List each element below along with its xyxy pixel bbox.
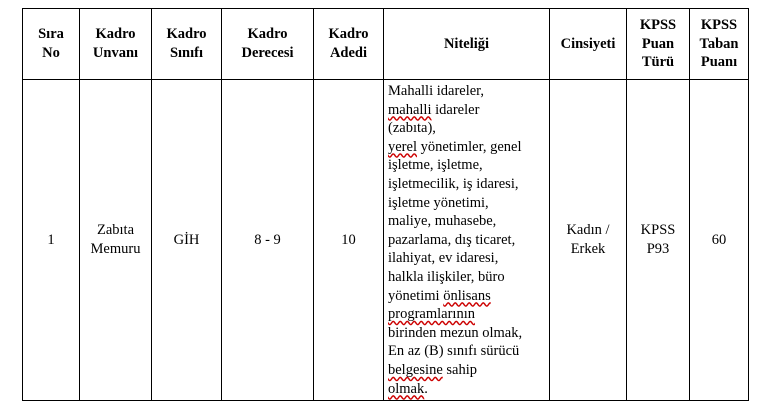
niteligi-line: En az (B) sınıfı sürücü <box>388 343 520 360</box>
header-kadro-derecesi: Kadro Derecesi <box>222 9 314 80</box>
niteligi-line: pazarlama, dış ticaret, <box>388 231 516 248</box>
cell-kadro-sinifi: GİH <box>152 80 222 401</box>
cell-kpss-puan-turu: KPSS P93 <box>627 80 690 401</box>
niteligi-line: birinden mezun olmak, <box>388 324 523 341</box>
cell-cinsiyeti: Kadın / Erkek <box>550 80 627 401</box>
niteligi-line: yönetimi önlisans <box>388 287 491 304</box>
niteligi-line: işletme, işletme, <box>388 157 483 174</box>
header-kadro-adedi: Kadro Adedi <box>314 9 384 80</box>
cell-sira-no: 1 <box>23 80 80 401</box>
cell-kadro-derecesi: 8 - 9 <box>222 80 314 401</box>
header-cinsiyeti: Cinsiyeti <box>550 9 627 80</box>
header-kadro-unvani: Kadro Unvanı <box>80 9 152 80</box>
niteligi-line: (zabıta), <box>388 120 436 137</box>
niteligi-line: olmak. <box>388 380 428 397</box>
header-row <box>23 9 749 80</box>
header-kadro-sinifi: Kadro Sınıfı <box>152 9 222 80</box>
cell-niteligi <box>384 80 550 401</box>
niteligi-line: belgesine sahip <box>388 361 477 378</box>
niteligi-line: ilahiyat, ev idaresi, <box>388 250 499 267</box>
cell-kadro-adedi: 10 <box>314 80 384 401</box>
table-row <box>23 80 749 401</box>
staff-position-table <box>22 8 749 401</box>
niteligi-line: işletme yönetimi, <box>388 194 489 211</box>
niteligi-line: mahalli idareler <box>388 101 480 118</box>
header-kpss-taban-puani: KPSS Taban Puanı <box>690 9 749 80</box>
header-niteligi: Niteliği <box>384 9 550 80</box>
niteligi-line: halkla ilişkiler, büro <box>388 268 505 285</box>
niteligi-line: maliye, muhasebe, <box>388 213 497 230</box>
cell-kpss-taban-puani: 60 <box>690 80 749 401</box>
niteligi-line: yerel yönetimler, genel <box>388 138 522 155</box>
header-sira-no: Sıra No <box>23 9 80 80</box>
header-kpss-puan-turu: KPSS Puan Türü <box>627 9 690 80</box>
niteligi-line: Mahalli idareler, <box>388 83 485 99</box>
niteligi-line: işletmecilik, iş idaresi, <box>388 175 519 192</box>
niteligi-line: programlarının <box>388 306 475 323</box>
cell-kadro-unvani: Zabıta Memuru <box>80 80 152 401</box>
